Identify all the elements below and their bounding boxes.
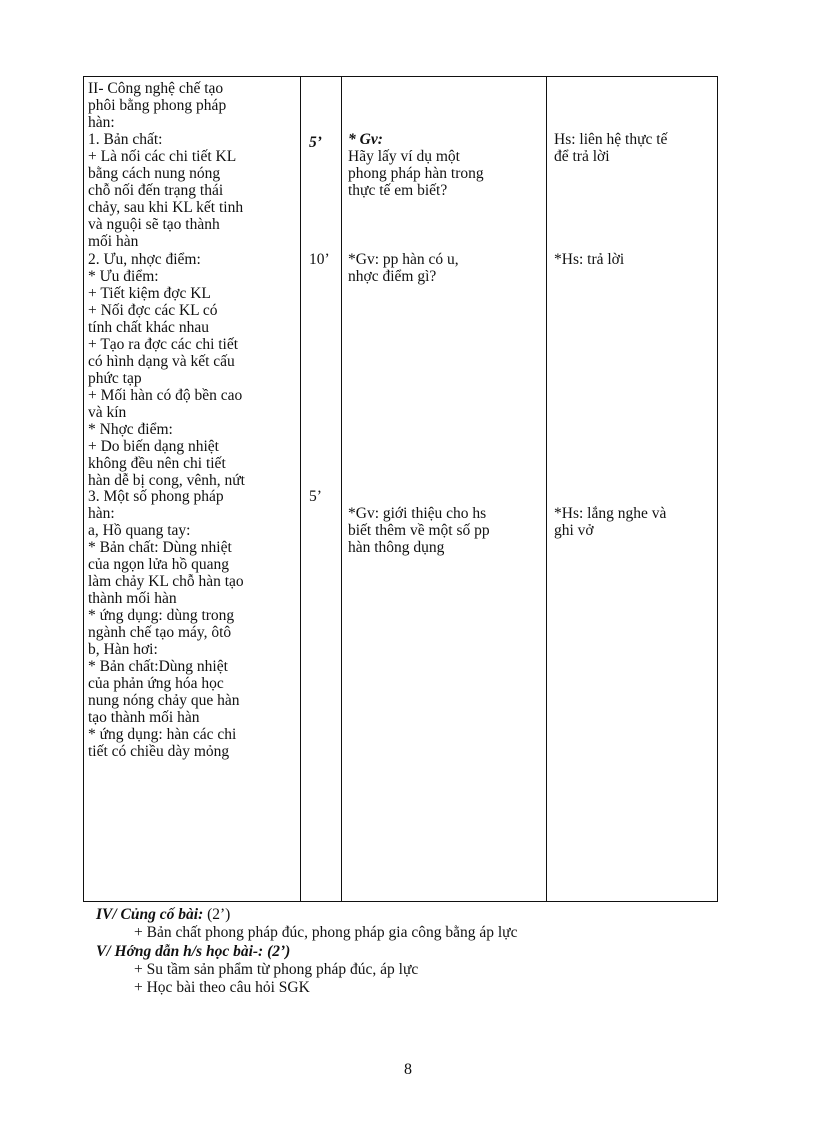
teacher-activity-3: *Gv: giới thiệu cho hs biết thêm về một số pp hàn thông dụng <box>348 505 490 556</box>
content-block-methods: 3. Một số phong pháp hàn: a, Hồ quang tay: * Bản chất: Dùng nhiệt của ngọn lửa hồ quang làm chảy KL chỗ hàn tạo thành mối hàn * ứng dụng: dùng trong ngành chế tạo máy, ôtô b, Hàn hơi: * Bản chất:Dùng nhiệt của phản ứng hóa học nung nóng chảy que hàn tạo thành mối hàn * ứng dụng: hàn các chi tiết có chiều dày mỏng <box>88 488 244 760</box>
teacher-activity-2: *Gv: pp hàn có u, nhợc điểm gì? <box>348 251 459 285</box>
teacher-activity-1: Hãy lấy ví dụ một phong pháp hàn trong thực tế em biết? <box>348 148 484 199</box>
student-activity-3: *Hs: lắng nghe và ghi vở <box>554 505 667 539</box>
section-5-item-1: + Su tầm sản phẩm từ phong pháp đúc, áp lực <box>134 961 419 978</box>
content-block-pros-cons: 2. Ưu, nhợc điểm: * Ưu điểm: + Tiết kiệm đợc KL + Nối đợc các KL có tính chất khác nhau + Tạo ra đợc các chi tiết có hình dạng và kết cấu phức tạp + Mối hàn có độ bền cao và kín * Nhợc điểm: + Do biến dạng nhiệt không đều nên chi tiết hàn dễ bị cong, vênh, nứt <box>88 251 245 489</box>
lesson-table <box>83 76 718 902</box>
time-cell-2: 10’ <box>309 251 330 268</box>
section-4-item: + Bản chất phong pháp đúc, phong pháp gia công bằng áp lực <box>134 924 518 941</box>
time-cell-1: 5’ <box>309 134 322 151</box>
page-number: 8 <box>404 1061 412 1078</box>
student-activity-1: Hs: liên hệ thực tế để trả lời <box>554 131 668 165</box>
content-block-welding-essence: II- Công nghệ chế tạo phôi bằng phong pháp hàn: 1. Bản chất: + Là nối các chi tiết KL bằng cách nung nóng chỗ nối đến trạng thái chảy, sau khi KL kết tinh và nguội sẽ tạo thành mối hàn <box>88 80 244 250</box>
section-5-heading: V/ Hớng dẫn h/s học bài-: (2’) <box>96 943 291 960</box>
teacher-label-1: * Gv: <box>348 131 383 148</box>
student-activity-2: *Hs: trả lời <box>554 251 625 268</box>
section-4-time: (2’) <box>203 906 231 923</box>
column-divider <box>546 77 547 901</box>
column-divider <box>300 77 301 901</box>
section-4-heading <box>96 906 230 924</box>
time-cell-3: 5’ <box>309 488 322 505</box>
section-4-title: IV/ Củng cố bài: <box>96 906 204 923</box>
section-5-item-2: + Học bài theo câu hỏi SGK <box>134 979 310 996</box>
